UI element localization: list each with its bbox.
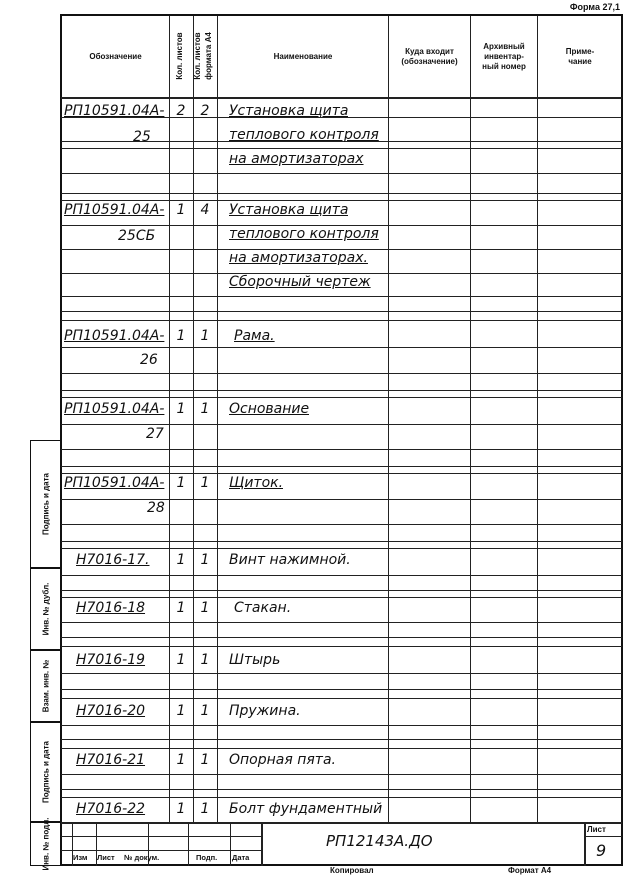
row-name-line: Пружина. <box>229 703 301 719</box>
row-sheets-a4: 1 <box>200 703 210 719</box>
col-line <box>217 16 218 822</box>
row-line <box>61 200 622 201</box>
row-sheets-a4: 1 <box>200 475 210 491</box>
sheet-number: 9 <box>596 841 607 860</box>
sheet-label: Лист <box>587 825 606 834</box>
left-margin-swap-inv: Взам. инв. № <box>30 650 60 722</box>
col-izm: Изм <box>73 853 88 862</box>
row-line <box>61 698 622 699</box>
row-designation-cont: 25СБ <box>118 228 156 244</box>
row-line <box>61 689 622 690</box>
row-designation-cont: 28 <box>147 500 165 516</box>
row-sheets-a4: 1 <box>200 328 210 344</box>
row-sheets-a4: 4 <box>200 202 210 218</box>
row-sheets-a4: 1 <box>200 752 210 768</box>
col-doc: № докум. <box>124 853 160 862</box>
row-name-line: на амортизаторах <box>229 151 364 167</box>
row-line <box>61 193 622 194</box>
title-block-line <box>61 836 261 837</box>
row-line <box>61 637 622 638</box>
title-block-col <box>584 822 586 866</box>
title-block-col <box>261 822 263 866</box>
document-number: РП12143А.ДО <box>326 832 433 850</box>
row-line <box>61 590 622 591</box>
row-name-line: Установка щита <box>229 103 349 119</box>
title-block-line <box>584 836 622 837</box>
row-line <box>61 499 622 500</box>
col-line <box>169 16 170 822</box>
row-name-line: теплового контроля <box>229 226 379 242</box>
row-sheets-a4: 2 <box>200 103 210 119</box>
row-designation-cont: 25 <box>133 129 151 145</box>
row-line <box>61 541 622 542</box>
row-line <box>61 320 622 321</box>
row-sheets: 2 <box>176 103 186 119</box>
row-designation: РП10591.04А- <box>64 202 165 218</box>
row-name-line: Рама. <box>234 328 275 344</box>
row-line <box>61 673 622 674</box>
row-designation-cont: 27 <box>146 426 164 442</box>
row-sheets: 1 <box>176 475 186 491</box>
row-sheets: 1 <box>176 328 186 344</box>
row-designation: Н7016-22 <box>76 801 146 817</box>
row-sheets-a4: 1 <box>200 552 210 568</box>
row-line <box>61 449 622 450</box>
row-designation: Н7016-19 <box>76 652 146 668</box>
col-list: Лист <box>97 853 115 862</box>
header-archive: Архивный инвентар-ный номер <box>482 41 526 71</box>
row-sheets: 1 <box>176 600 186 616</box>
row-line <box>61 774 622 775</box>
row-line <box>61 311 622 312</box>
header-name: Наименование <box>273 51 333 61</box>
header-line <box>61 97 622 99</box>
form-label: Форма 27,1 <box>569 2 620 12</box>
row-name-line: Сборочный чертеж <box>229 274 371 290</box>
col-line <box>193 16 194 822</box>
row-line <box>61 548 622 549</box>
row-sheets: 1 <box>176 652 186 668</box>
header-designation: Обозначение <box>89 51 142 61</box>
row-designation-cont: 26 <box>140 352 158 368</box>
row-designation: Н7016-17. <box>76 552 150 568</box>
row-designation: РП10591.04А- <box>64 328 165 344</box>
title-block-col <box>188 822 189 866</box>
row-line <box>61 173 622 174</box>
row-name-line: Стакан. <box>234 600 292 616</box>
row-line <box>61 466 622 467</box>
row-name-line: Болт фундаментный <box>229 801 383 817</box>
footer-copied: Копировал <box>330 866 374 875</box>
row-line <box>61 646 622 647</box>
row-line <box>61 739 622 740</box>
title-block-top <box>61 822 622 824</box>
row-designation: Н7016-20 <box>76 703 146 719</box>
row-line <box>61 473 622 474</box>
row-line <box>61 748 622 749</box>
row-line <box>61 390 622 391</box>
header-note: Приме-чание <box>565 46 595 66</box>
row-name-line: Опорная пята. <box>229 752 336 768</box>
header-sheet-count: Кол. листов <box>175 32 184 80</box>
row-sheets-a4: 1 <box>200 401 210 417</box>
row-sheets-a4: 1 <box>200 652 210 668</box>
row-name-line: Установка щита <box>229 202 349 218</box>
row-sheets: 1 <box>176 401 186 417</box>
row-line <box>61 797 622 798</box>
row-line <box>61 347 622 348</box>
col-sign: Подп. <box>196 853 218 862</box>
row-sheets: 1 <box>176 703 186 719</box>
row-sheets: 1 <box>176 552 186 568</box>
row-designation: Н7016-18 <box>76 600 146 616</box>
footer-format: Формат А4 <box>508 866 552 875</box>
row-line <box>61 524 622 525</box>
row-sheets: 1 <box>176 752 186 768</box>
row-designation: Н7016-21 <box>76 752 146 768</box>
col-line <box>470 16 471 822</box>
row-line <box>61 725 622 726</box>
left-margin-orig-inv: Инв. № подл. <box>30 822 60 866</box>
row-designation: РП10591.04А- <box>64 401 165 417</box>
row-line <box>61 622 622 623</box>
row-designation: РП10591.04А- <box>64 475 165 491</box>
header-sheet-count-a4: Кол. листов формата А4 <box>193 32 213 80</box>
row-sheets-a4: 1 <box>200 801 210 817</box>
row-name-line: Основание <box>229 401 310 417</box>
title-block-line <box>61 850 261 851</box>
row-name-line: Винт нажимной. <box>229 552 351 568</box>
col-line <box>388 16 389 822</box>
row-name-line: теплового контроля <box>229 127 379 143</box>
col-line <box>537 16 538 822</box>
row-line <box>61 296 622 297</box>
row-line <box>61 148 622 149</box>
left-margin-sign-date-1: Подпись и дата <box>30 440 60 568</box>
row-name-line: Штырь <box>229 652 281 668</box>
row-line <box>61 373 622 374</box>
title-block-col <box>230 822 231 866</box>
row-line <box>61 397 622 398</box>
row-designation: РП10591.04А- <box>64 103 165 119</box>
left-margin-dup-inv: Инв. № дубл. <box>30 568 60 650</box>
row-line <box>61 575 622 576</box>
row-sheets: 1 <box>176 202 186 218</box>
row-sheets-a4: 1 <box>200 600 210 616</box>
row-name-line: на амортизаторах. <box>229 250 368 266</box>
row-sheets: 1 <box>176 801 186 817</box>
col-date: Дата <box>232 853 250 862</box>
row-line <box>61 789 622 790</box>
row-line <box>61 424 622 425</box>
header-destination: Куда входит (обозначение) <box>401 46 458 66</box>
row-line <box>61 597 622 598</box>
left-margin-sign-date-2: Подпись и дата <box>30 722 60 822</box>
row-name-line: Щиток. <box>229 475 284 491</box>
